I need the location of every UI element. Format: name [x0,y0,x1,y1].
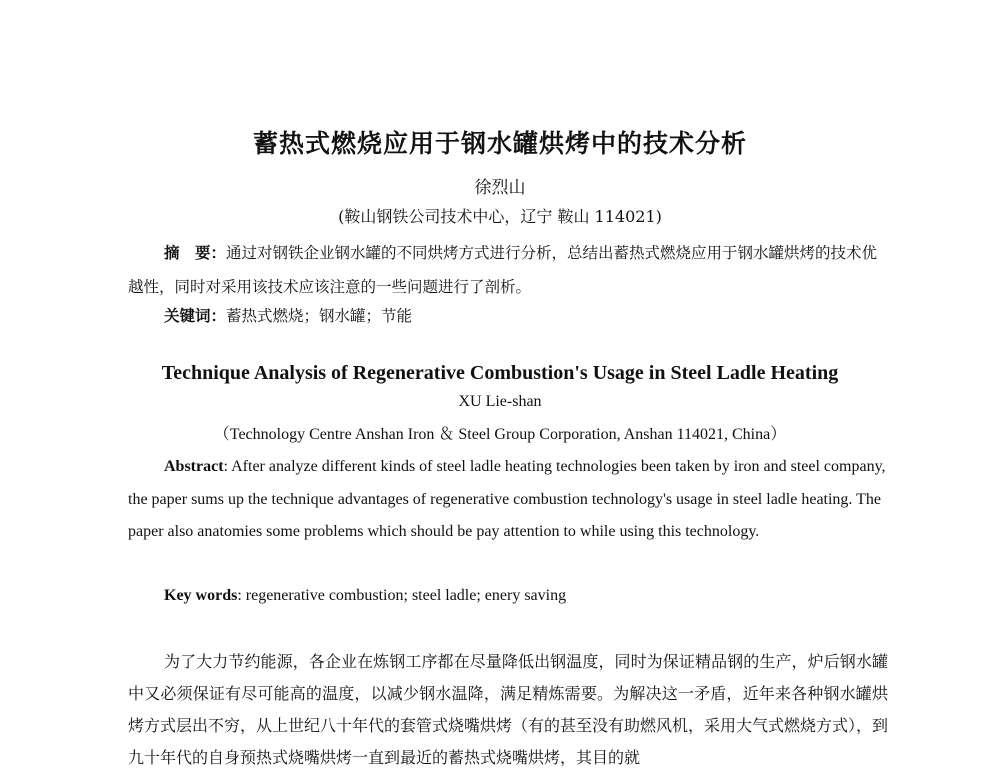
english-keywords-text: : regenerative combustion; steel ladle; enery saving [237,587,567,604]
chinese-affiliation: (鞍山钢铁公司技术中心，辽宁 鞍山 114021) [338,207,662,226]
chinese-author: 徐烈山 [474,178,526,198]
chinese-abstract-text: 通过对钢铁企业钢水罐的不同烘烤方式进行分析，总结出蓄热式燃烧应用于钢水罐烘烤的技术优越性，同时对采用该技术应该注意的一些问题进行了剖析。 [128,244,878,296]
chinese-keywords-label: 关键词： [164,306,227,325]
english-author: XU Lie-shan [458,393,542,410]
english-affiliation: （Technology Centre Anshan Iron ＆ Steel Group Corporation, Anshan 114021, China） [213,426,787,443]
chinese-title: 蓄热式燃烧应用于钢水罐烘烤中的技术分析 [252,129,747,158]
english-keywords-label: Key words [164,587,238,604]
english-title: Technique Analysis of Regenerative Combustion's Usage in Steel Ladle Heating [161,362,839,384]
english-abstract [128,451,888,549]
chinese-abstract [128,236,888,304]
english-keywords [164,582,884,610]
english-abstract-text: : After analyze different kinds of steel ladle heating technologies been taken by iron and steel company, the paper sums up the technique advantages of regenerative combustion technology's usage in steel ladle heating. The paper also anatomies some problems which should be pay attention to while using this technology. [128,458,886,540]
english-abstract-label: Abstract [164,458,224,475]
body-paragraph: 为了大力节约能源，各企业在炼钢工序都在尽量降低出钢温度，同时为保证精品钢的生产，炉后钢水罐中又必须保证有尽可能高的温度，以减少钢水温降，满足精炼需要。为解决这一矛盾，近年来各种钢水罐烘烤方式层出不穷，从上世纪八十年代的套管式烧嘴烘烤（有的甚至没有助燃风机，采用大气式燃烧方式），到九十年代的自身预热式烧嘴烘烤一直到最近的蓄热式烧嘴烘烤，其目的就 [128,652,889,767]
chinese-keywords-text: 蓄热式燃烧；钢水罐；节能 [226,307,413,325]
chinese-keywords [164,302,884,330]
chinese-abstract-label: 摘 要： [164,243,227,262]
